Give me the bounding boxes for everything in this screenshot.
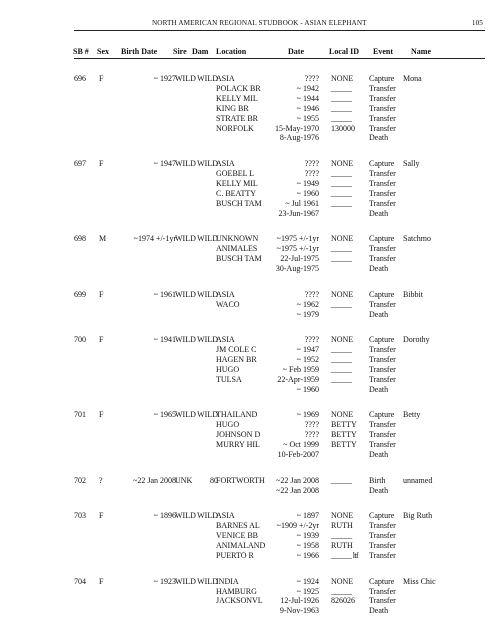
document-title: NORTH AMERICAN REGIONAL STUDBOOK - ASIAN ELEPHANT bbox=[152, 19, 367, 27]
event-type: Transfer bbox=[369, 364, 396, 374]
event-type: Transfer bbox=[369, 531, 396, 541]
event-local-id: NONE bbox=[331, 234, 354, 244]
event-local-id: NONE bbox=[331, 410, 354, 420]
record-sire: WILD bbox=[175, 410, 196, 420]
record-sb-number: 696 bbox=[74, 74, 86, 83]
event-date: ~ 1962 bbox=[296, 299, 319, 309]
event-location: HUGO bbox=[216, 364, 240, 374]
col-location: Location bbox=[216, 47, 247, 56]
event-local-id: ______ bbox=[331, 475, 352, 485]
event-type: Capture bbox=[369, 234, 395, 244]
record-sb-number: 701 bbox=[74, 410, 86, 420]
event-type: Transfer bbox=[369, 83, 396, 93]
event-local-id: ______ bbox=[331, 586, 352, 596]
record-dam: WILD bbox=[197, 234, 218, 244]
event-date: 23-Jun-1967 bbox=[278, 208, 319, 218]
event-local-id: ______ bbox=[331, 113, 352, 123]
event-type: Transfer bbox=[369, 550, 396, 560]
event-type: Transfer bbox=[369, 299, 396, 309]
event-type: Birth bbox=[369, 475, 386, 485]
record-birth-date: ~ 1896 bbox=[153, 511, 176, 521]
event-local-id: ______ bbox=[331, 83, 352, 93]
event-type: Transfer bbox=[369, 93, 396, 103]
event-type: Capture bbox=[369, 410, 395, 420]
record-dam: 80 bbox=[210, 475, 218, 485]
event-date: ???? bbox=[304, 159, 319, 169]
event-type: Capture bbox=[369, 159, 395, 169]
event-type: Death bbox=[369, 208, 389, 218]
event-location: ASIA bbox=[216, 511, 235, 521]
col-local-id: Local ID bbox=[329, 47, 359, 56]
event-local-id: NONE bbox=[331, 335, 354, 345]
record-dam: WILD bbox=[197, 289, 218, 299]
event-date: ~ 1969 bbox=[296, 410, 319, 420]
event-type: Transfer bbox=[369, 521, 396, 531]
event-location: UNKNOWN bbox=[216, 234, 259, 244]
event-location: ASIA bbox=[216, 159, 235, 169]
event-type: Transfer bbox=[369, 188, 396, 198]
event-date: ~22 Jan 2008 bbox=[276, 475, 319, 485]
event-local-id: BETTY bbox=[331, 420, 357, 430]
record-birth-date: ~22 Jan 2008 bbox=[133, 475, 176, 485]
event-date: 22-Apr-1959 bbox=[277, 374, 319, 384]
event-local-id: BETTY bbox=[331, 430, 357, 440]
event-location: WACO bbox=[216, 299, 240, 309]
col-dam: Dam bbox=[192, 47, 209, 56]
event-local-id: ______ bbox=[331, 374, 352, 384]
record-name: Sally bbox=[403, 159, 420, 169]
event-date: ~ 1944 bbox=[296, 93, 319, 103]
event-type: Death bbox=[369, 309, 389, 319]
record-sb-number: 702 bbox=[74, 475, 86, 485]
record-name: Big Ruth bbox=[403, 511, 433, 521]
event-type: Transfer bbox=[369, 596, 396, 606]
record-sire: WILD bbox=[175, 335, 196, 345]
record-sb-number: 704 bbox=[74, 576, 86, 586]
event-type: Death bbox=[369, 133, 389, 143]
event-local-id: ______ bbox=[331, 299, 352, 309]
event-type: Transfer bbox=[369, 103, 396, 113]
event-type: Transfer bbox=[369, 374, 396, 384]
event-type: Capture bbox=[369, 335, 395, 345]
event-date: ~ 1960 bbox=[296, 384, 319, 394]
col-sex: Sex bbox=[97, 47, 109, 56]
event-date: ~1975 +/-1yr bbox=[276, 234, 319, 244]
record-birth-date: ~ 1961 bbox=[153, 289, 176, 299]
event-local-id: NONE bbox=[331, 511, 354, 521]
record-birth-date: ~ 1965 bbox=[153, 410, 176, 420]
event-location: BARNES AL bbox=[216, 521, 260, 531]
event-date: ~ 1925 bbox=[296, 586, 319, 596]
event-date: 22-Jul-1975 bbox=[280, 254, 319, 264]
event-type: Transfer bbox=[369, 244, 396, 254]
event-type: Death bbox=[369, 606, 389, 616]
event-date: ???? bbox=[304, 335, 319, 345]
event-date: ~ 1939 bbox=[296, 531, 319, 541]
event-location: PUERTO R bbox=[216, 550, 254, 560]
event-location: JOHNSON D bbox=[216, 430, 261, 440]
event-date: ~ 1979 bbox=[296, 309, 319, 319]
event-type: Transfer bbox=[369, 420, 396, 430]
event-location: HAGEN BR bbox=[216, 355, 257, 364]
event-type: Capture bbox=[369, 289, 395, 299]
col-event: Event bbox=[373, 47, 393, 56]
col-name: Name bbox=[411, 47, 431, 56]
event-local-id: 826026 bbox=[331, 596, 355, 606]
event-date: ~ 1955 bbox=[296, 113, 319, 123]
event-location: KELLY MIL bbox=[216, 93, 258, 103]
record-sb-number: 703 bbox=[74, 511, 86, 521]
event-date: ???? bbox=[304, 74, 319, 83]
record-sire: UNK bbox=[175, 475, 193, 485]
event-location: POLACK BR bbox=[216, 83, 261, 93]
event-type: Capture bbox=[369, 511, 395, 521]
event-type: Transfer bbox=[369, 541, 396, 550]
event-location: ANIMALES bbox=[216, 244, 258, 254]
event-local-id: ______ bbox=[331, 169, 352, 178]
event-type: Transfer bbox=[369, 254, 396, 264]
record-sex: F bbox=[99, 410, 104, 420]
event-local-id: NONE bbox=[331, 74, 354, 83]
event-location: ASIA bbox=[216, 74, 235, 83]
event-date: ~1975 +/-1yr bbox=[276, 244, 319, 254]
record-dam: WILD bbox=[197, 159, 218, 169]
event-local-id: ______ bbox=[331, 103, 352, 113]
event-location: VENICE BB bbox=[216, 531, 258, 541]
record-name: Dorothy bbox=[403, 335, 430, 345]
event-location: INDIA bbox=[216, 576, 239, 586]
event-location: HAMBURG bbox=[216, 586, 257, 596]
record-dam: WILD bbox=[197, 335, 218, 345]
record-dam: WILD bbox=[197, 511, 218, 521]
record-sire: WILD bbox=[175, 576, 196, 586]
record-birth-date: ~ 1941 bbox=[153, 335, 176, 345]
event-local-id: ______ ltf bbox=[331, 550, 359, 560]
record-name: Bibbit bbox=[403, 289, 424, 299]
record-name: Mona bbox=[403, 74, 422, 83]
event-type: Transfer bbox=[369, 113, 396, 123]
event-date: ~ 1942 bbox=[296, 83, 319, 93]
event-local-id: ______ bbox=[331, 364, 352, 374]
event-local-id: ______ bbox=[331, 355, 352, 364]
event-type: Transfer bbox=[369, 178, 396, 188]
event-type: Transfer bbox=[369, 355, 396, 364]
event-date: ???? bbox=[304, 169, 319, 178]
record-dam: WILD bbox=[197, 74, 218, 83]
record-dam: WILD bbox=[197, 410, 218, 420]
event-date: ~ 1952 bbox=[296, 355, 319, 364]
event-location: KELLY MIL bbox=[216, 178, 258, 188]
event-location: C. BEATTY bbox=[216, 188, 256, 198]
record-sire: WILD bbox=[175, 234, 196, 244]
event-local-id: ______ bbox=[331, 345, 352, 355]
event-date: ~ 1947 bbox=[296, 345, 319, 355]
event-location: NORFOLK bbox=[216, 123, 254, 133]
event-local-id: ______ bbox=[331, 244, 352, 254]
event-local-id: RUTH bbox=[331, 541, 353, 550]
event-date: 15-May-1970 bbox=[275, 123, 319, 133]
event-local-id: ______ bbox=[331, 188, 352, 198]
event-type: Transfer bbox=[369, 169, 396, 178]
page-number: 105 bbox=[471, 19, 483, 27]
event-date: ~ 1924 bbox=[296, 576, 319, 586]
event-location: GOEBEL L bbox=[216, 169, 255, 178]
event-location: HUGO bbox=[216, 420, 240, 430]
record-sex: F bbox=[99, 74, 104, 83]
record-sex: F bbox=[99, 289, 104, 299]
event-local-id: ______ bbox=[331, 198, 352, 208]
event-local-id: ______ bbox=[331, 178, 352, 188]
record-sb-number: 700 bbox=[74, 335, 86, 345]
record-sex: F bbox=[99, 335, 104, 345]
event-date: 30-Aug-1975 bbox=[275, 264, 319, 273]
record-sex: M bbox=[99, 234, 107, 244]
event-local-id: ______ bbox=[331, 93, 352, 103]
event-type: Death bbox=[369, 485, 389, 495]
event-location: BUSCH TAM bbox=[216, 254, 262, 264]
event-local-id: 130000 bbox=[331, 123, 355, 133]
event-date: ~ 1960 bbox=[296, 188, 319, 198]
col-sire: Sire bbox=[173, 47, 187, 56]
event-date: ~ 1897 bbox=[296, 511, 319, 521]
event-date: 12-Jul-1926 bbox=[280, 596, 319, 606]
record-sb-number: 697 bbox=[74, 159, 86, 169]
event-local-id: NONE bbox=[331, 576, 354, 586]
event-type: Death bbox=[369, 384, 389, 394]
event-date: ???? bbox=[304, 289, 319, 299]
event-local-id: NONE bbox=[331, 159, 354, 169]
event-date: 9-Nov-1963 bbox=[279, 606, 319, 616]
record-sire: WILD bbox=[175, 511, 196, 521]
event-location: ANIMALAND bbox=[216, 541, 266, 550]
event-date: 10-Feb-2007 bbox=[277, 450, 319, 459]
record-name: Betty bbox=[403, 410, 421, 420]
record-name: unnamed bbox=[403, 475, 433, 485]
event-type: Capture bbox=[369, 576, 395, 586]
event-date: ~ 1949 bbox=[296, 178, 319, 188]
record-sex: F bbox=[99, 511, 104, 521]
event-local-id: NONE bbox=[331, 289, 354, 299]
record-dam: WILD bbox=[197, 576, 218, 586]
col-date: Date bbox=[288, 47, 304, 56]
event-date: ???? bbox=[304, 420, 319, 430]
event-date: ~ 1946 bbox=[296, 103, 319, 113]
event-type: Transfer bbox=[369, 345, 396, 355]
event-type: Transfer bbox=[369, 198, 396, 208]
record-sire: WILD bbox=[175, 159, 196, 169]
event-local-id: RUTH bbox=[331, 521, 353, 531]
event-date: ~ 1966 bbox=[296, 550, 319, 560]
event-location: KING BR bbox=[216, 103, 249, 113]
event-location: ASIA bbox=[216, 335, 235, 345]
col-birth-date: Birth Date bbox=[121, 47, 158, 56]
event-date: ~ Oct 1999 bbox=[283, 440, 319, 450]
event-date: ~ Feb 1959 bbox=[282, 364, 319, 374]
event-location: STRATE BR bbox=[216, 113, 259, 123]
record-sex: ? bbox=[99, 475, 103, 485]
event-location: BUSCH TAM bbox=[216, 198, 262, 208]
record-birth-date: ~1974 +/-1yr bbox=[133, 234, 176, 244]
event-location: JACKSONVL bbox=[216, 596, 263, 606]
event-date: ~1909 +/-2yr bbox=[276, 521, 319, 531]
event-type: Transfer bbox=[369, 123, 396, 133]
event-location: TULSA bbox=[216, 374, 242, 384]
record-birth-date: ~ 1947 bbox=[153, 159, 176, 169]
event-location: JM COLE C bbox=[216, 345, 257, 355]
record-birth-date: ~ 1927 bbox=[153, 74, 176, 83]
record-sex: F bbox=[99, 576, 104, 586]
record-name: Miss Chic bbox=[403, 576, 436, 586]
record-name: Satchmo bbox=[403, 234, 431, 244]
record-sb-number: 699 bbox=[74, 289, 86, 299]
event-type: Death bbox=[369, 450, 389, 459]
event-location: MURRY HIL bbox=[216, 440, 260, 450]
event-location: THAILAND bbox=[216, 410, 258, 420]
event-type: Transfer bbox=[369, 430, 396, 440]
event-local-id: ______ bbox=[331, 531, 352, 541]
event-date: 8-Aug-1976 bbox=[279, 133, 319, 143]
record-sex: F bbox=[99, 159, 104, 169]
record-birth-date: ~ 1923 bbox=[153, 576, 176, 586]
event-type: Death bbox=[369, 264, 389, 273]
event-location: FORTWORTH bbox=[216, 475, 265, 485]
event-local-id: ______ bbox=[331, 254, 352, 264]
col-sb: SB # bbox=[73, 47, 89, 56]
event-local-id: BETTY bbox=[331, 440, 357, 450]
event-date: ???? bbox=[304, 430, 319, 440]
event-location: ASIA bbox=[216, 289, 235, 299]
record-sire: WILD bbox=[175, 74, 196, 83]
event-type: Transfer bbox=[369, 586, 396, 596]
event-type: Transfer bbox=[369, 440, 396, 450]
event-date: ~ 1958 bbox=[296, 541, 319, 550]
event-type: Capture bbox=[369, 74, 395, 83]
event-date: ~22 Jan 2008 bbox=[276, 485, 319, 495]
record-sb-number: 698 bbox=[74, 234, 86, 244]
event-date: ~ Jul 1961 bbox=[285, 198, 319, 208]
record-sire: WILD bbox=[175, 289, 196, 299]
